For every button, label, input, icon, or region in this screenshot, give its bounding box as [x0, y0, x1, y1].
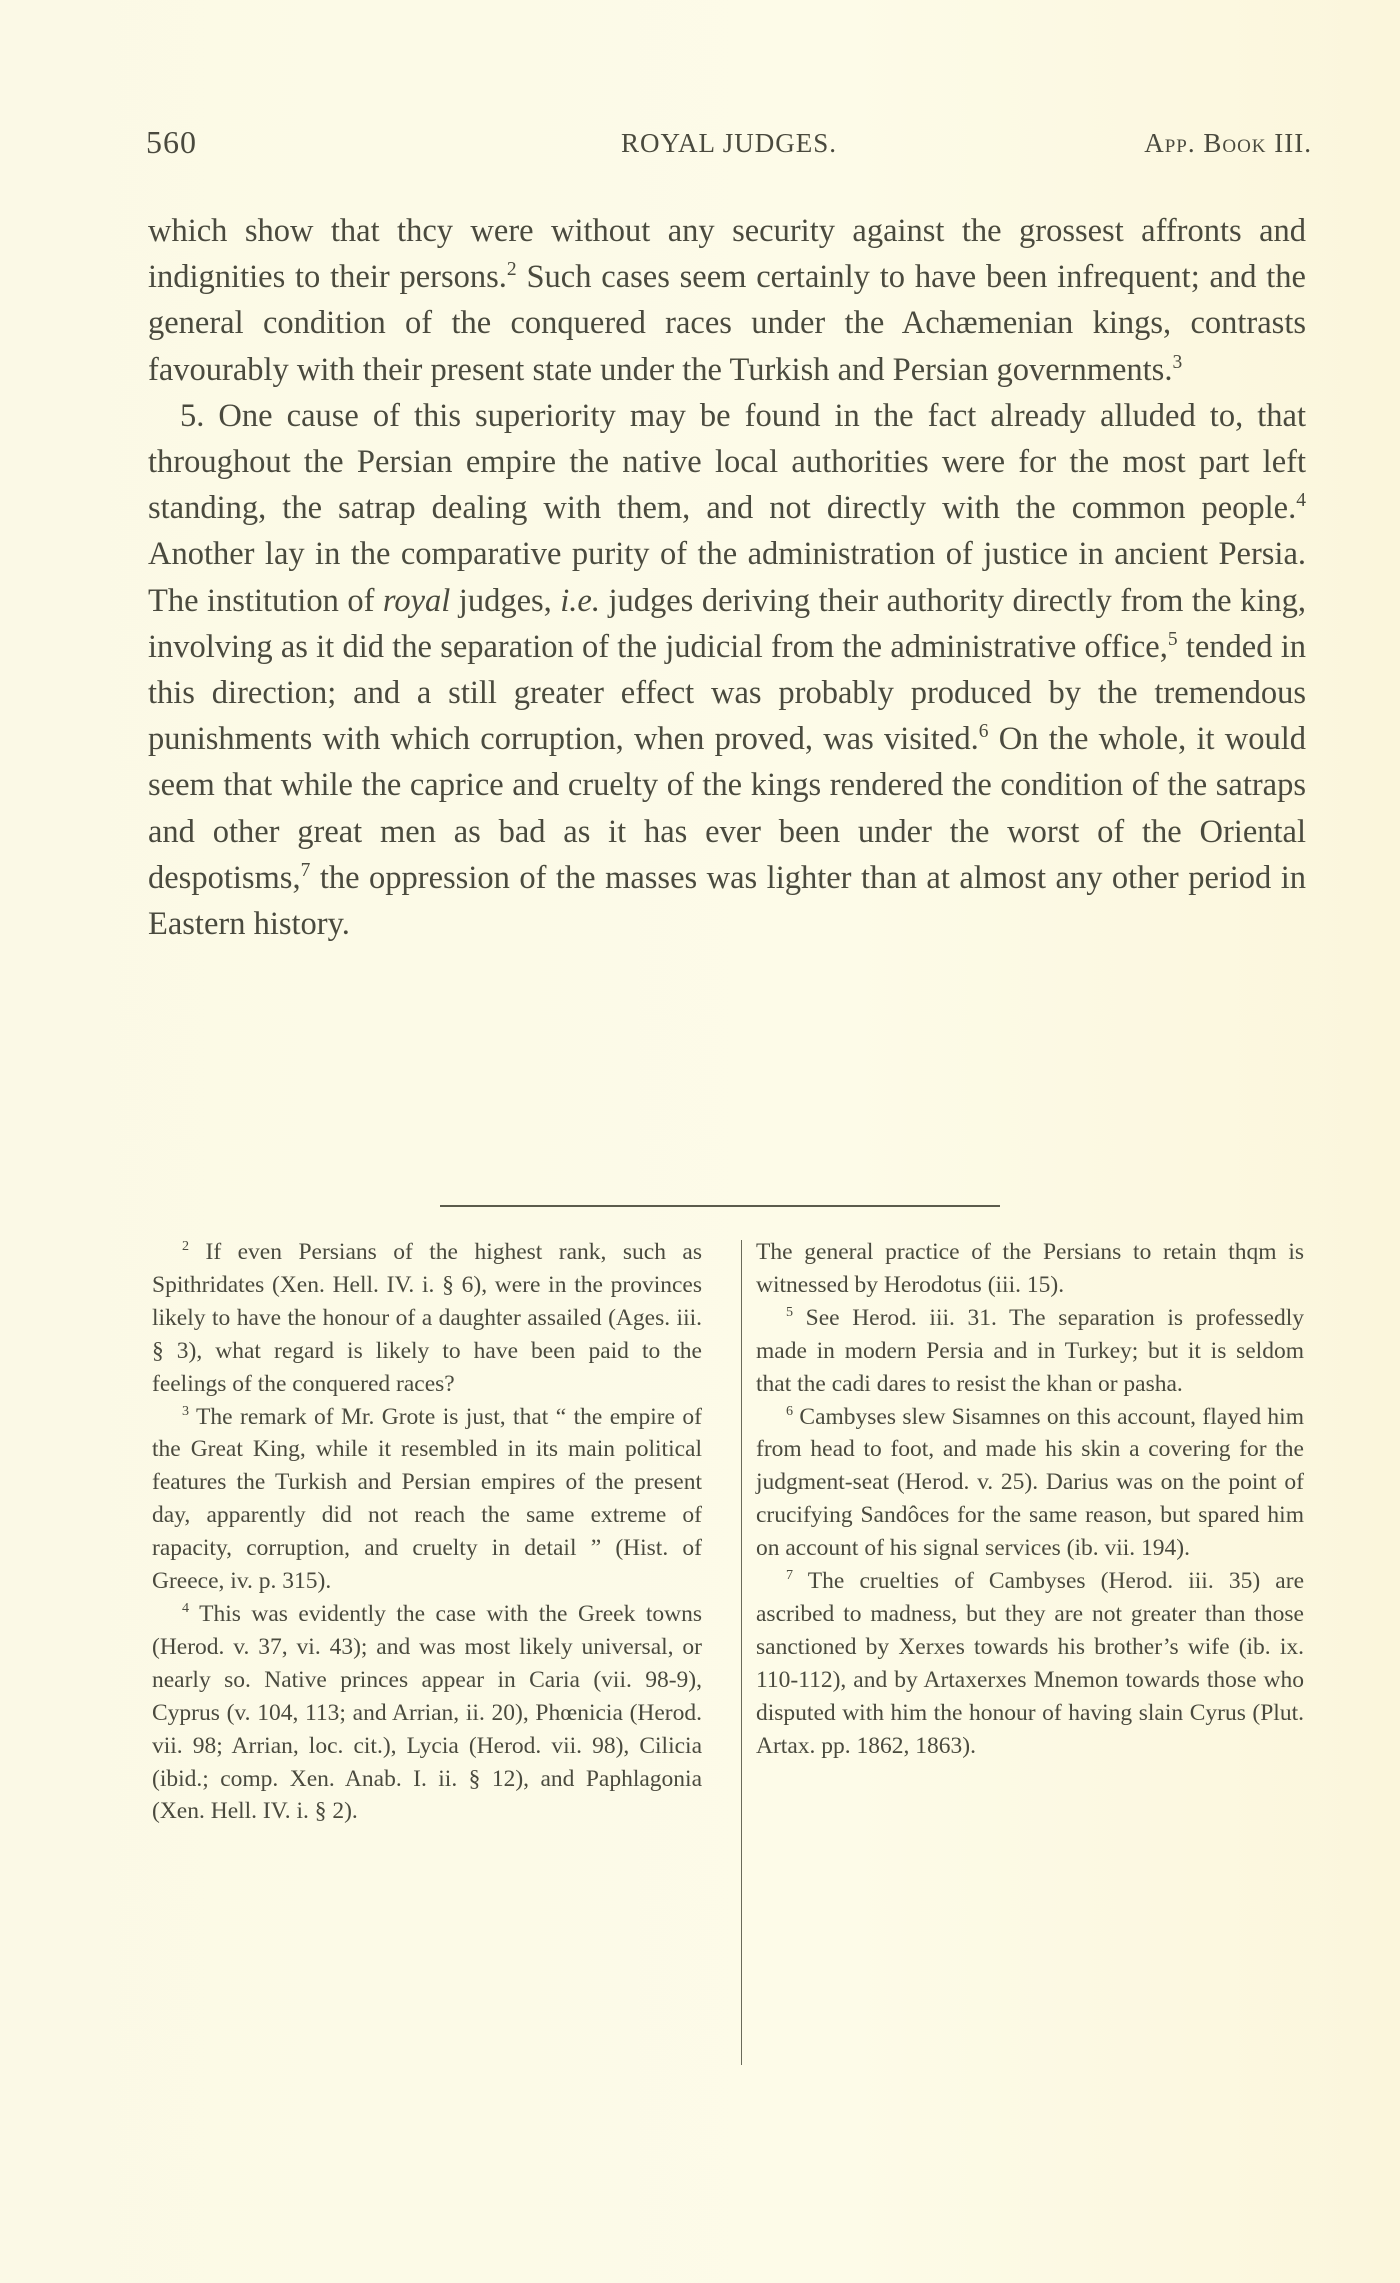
text-run: which show that thcy were without any security against the grossest affronts and indignities to their persons.	[148, 213, 1306, 296]
text-run: judges,	[450, 582, 561, 619]
footnote-ref[interactable]: 2	[506, 259, 517, 281]
footnotes-right-column	[756, 1236, 1304, 1763]
text-run: 5. One cause of this superiority may be found in the fact already alluded to, that throughout the Persian empire the native local authorities were for the most part left standing, the satrap dealing with them, and not directly with the common people.	[148, 397, 1306, 527]
footnote-number: 6	[786, 1402, 794, 1419]
text-run: the oppression of the masses was lighter than at almost any other period in Eastern history.	[148, 859, 1306, 943]
footnote	[756, 1565, 1304, 1762]
footnote-continuation: The general practice of the Persians to retain thqm is witnessed by Herodotus (iii. 15).	[756, 1239, 1304, 1298]
footnote-text: The cruelties of Cambyses (Herod. iii. 35) are ascribed to madness, but they are not greater than those sanctioned by Xerxes towards his brother’s wife (ib. ix. 110-112), and by Artaxerxes Mnemon towards those who disputed with him the honour of having slain Cyrus (Plut. Artax. pp. 1862, 1863).	[756, 1568, 1304, 1759]
footnote-text: If even Persians of the highest rank, such as Spithridates (Xen. Hell. IV. i. § 6), were in the provinces likely to have the honour of a daughter assailed (Ages. iii. § 3), what regard is likely to have been paid to the feelings of the conquered races?	[152, 1239, 702, 1397]
footnote-number: 2	[182, 1238, 190, 1255]
footnote-text: This was evidently the case with the Greek towns (Herod. v. 37, vi. 43); and was most likely universal, or nearly so. Native princes appear in Caria (vii. 98-9), Cyprus (v. 104, 113; and Arrian, ii. 20), Phœnicia (Herod. vii. 98; Arrian, loc. cit.), Lycia (Herod. vii. 98), Cilicia (ibid.; comp. Xen. Anab. I. ii. § 12), and Paphlagonia (Xen. Hell. IV. i. § 2).	[152, 1600, 702, 1825]
footnote-number: 3	[182, 1402, 190, 1419]
footnote-number: 7	[786, 1567, 794, 1584]
running-title: ROYAL JUDGES.	[620, 128, 837, 158]
italic-text: i.e.	[560, 582, 600, 619]
footnote	[152, 1598, 702, 1828]
footnote-ref[interactable]: 6	[978, 721, 989, 743]
footnote	[756, 1302, 1304, 1401]
text-run: Another lay in the comparative purity of the administration of justice in ancient Persia. The institution of	[148, 536, 1306, 619]
footnote-text: The remark of Mr. Grote is just, that “ the empire of the Great King, while it resembled in its main political features the Turkish and Persian empires of the present day, apparently did not reach the same extreme of rapacity, corruption, and cruelty in detail ” (Hist. of Greece, iv. p. 315).	[152, 1403, 702, 1595]
running-header	[146, 124, 1312, 164]
footnote-ref[interactable]: 3	[1172, 351, 1183, 373]
footnote-ref[interactable]: 4	[1296, 490, 1306, 512]
footnote	[152, 1401, 702, 1598]
main-text	[148, 208, 1306, 947]
footnote-ref[interactable]: 5	[1167, 629, 1178, 650]
paragraph-2	[148, 393, 1306, 947]
footnotes-left-column	[152, 1236, 702, 1828]
footnote-separator	[440, 1205, 1000, 1207]
footnote-number: 4	[182, 1600, 190, 1617]
section-label: App. Book III.	[1144, 128, 1312, 158]
footnote	[756, 1401, 1304, 1566]
italic-text: royal	[382, 582, 451, 619]
footnote-text: See Herod. iii. 31. The separation is professedly made in modern Persia and in Turkey; but it is seldom that the cadi dares to resist the khan or pasha.	[756, 1304, 1304, 1397]
column-divider	[741, 1240, 742, 2065]
text-run: tended in this direction; and a still greater effect was probably produced by the tremendous punishments with which corruption, when proved, was visited.	[148, 628, 1306, 758]
footnote	[152, 1236, 702, 1401]
text-run: judges deriving their authority directly from the king, involving as it did the separation of the judicial from the administrative office,	[148, 582, 1306, 665]
footnote-text: Cambyses slew Sisamnes on this account, flayed him from head to foot, and made his skin a covering for the judgment-seat (Herod. v. 25). Darius was on the point of crucifying Sandôces for the same reason, but spared him on account of his signal services (ib. vii. 194).	[756, 1403, 1304, 1562]
text-run: On the whole, it would seem that while the caprice and cruelty of the kings rendered the condition of the satraps and other great men as bad as it has ever been under the worst of the Oriental despotisms,	[148, 721, 1306, 896]
page-number: 560	[146, 124, 197, 160]
footnote-number: 5	[786, 1303, 794, 1320]
paragraph-1	[148, 208, 1306, 393]
footnote-ref[interactable]: 7	[300, 860, 311, 882]
text-run: Such cases seem certainly to have been infrequent; and the general condition of the conquered races under the Achæmenian kings, contrasts favourably with their present state under the Turkish and Persian governments.	[148, 259, 1306, 388]
